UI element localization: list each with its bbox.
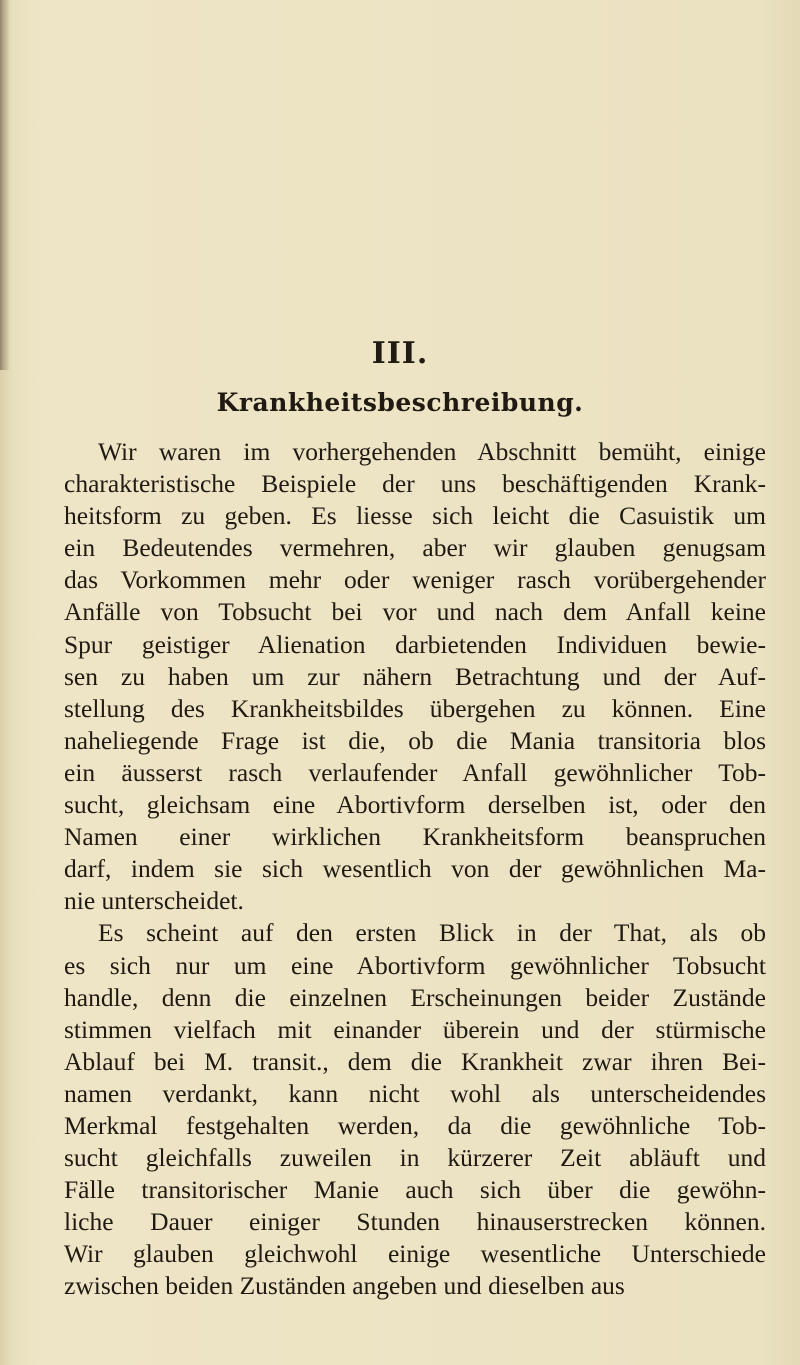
text-line: stimmen vielfach mit einander überein und der stürmische: [64, 1014, 766, 1044]
text-line: Merkmal festgehalten werden, da die gewöhnliche Tob-: [64, 1110, 766, 1140]
text-line: Wir glauben gleichwohl einige wesentliche Unterschiede: [64, 1239, 766, 1269]
text-line: zwischen beiden Zuständen angeben und dieselben aus: [64, 1271, 625, 1301]
text-line: stellung des Krankheitsbildes übergehen zu können. Eine: [64, 693, 766, 723]
text-line: handle, denn die einzelnen Erscheinungen beider Zustände: [64, 982, 766, 1012]
text-line: charakteristische Beispiele der uns beschäftigenden Krank-: [64, 469, 766, 499]
paragraph: [64, 436, 766, 917]
text-line: naheliegende Frage ist die, ob die Mania transitoria blos: [64, 725, 766, 755]
text-line: namen verdankt, kann nicht wohl als unterscheidendes: [64, 1078, 766, 1108]
body-text: [64, 436, 766, 1303]
text-line: Anfälle von Tobsucht bei vor und nach dem Anfall keine: [64, 597, 766, 627]
chapter-number: III.: [371, 336, 429, 371]
paragraph: [64, 917, 766, 1302]
text-line: heitsform zu geben. Es liesse sich leicht die Casuistik um: [64, 501, 766, 531]
text-line: liche Dauer einiger Stunden hinauserstrecken können.: [64, 1207, 766, 1237]
text-line: nie unterscheidet.: [64, 886, 244, 916]
chapter-title: Krankheitsbeschreibung.: [216, 388, 584, 417]
text-line: es sich nur um eine Abortivform gewöhnlicher Tobsucht: [64, 950, 766, 980]
text-line: Es scheint auf den ersten Blick in der That, als ob: [98, 918, 766, 948]
text-line: ein äusserst rasch verlaufender Anfall gewöhnlicher Tob-: [64, 757, 766, 787]
page-gutter-shadow: [0, 0, 10, 370]
text-line: Wir waren im vorhergehenden Abschnitt bemüht, einige: [98, 437, 766, 466]
text-line: sucht gleichfalls zuweilen in kürzerer Zeit abläuft und: [64, 1143, 766, 1173]
text-line: sen zu haben um zur nähern Betrachtung und der Auf-: [64, 661, 766, 691]
text-line: das Vorkommen mehr oder weniger rasch vorübergehender: [64, 565, 766, 595]
text-line: ein Bedeutendes vermehren, aber wir glauben genugsam: [64, 533, 766, 563]
text-line: Ablauf bei M. transit., dem die Krankheit zwar ihren Bei-: [64, 1046, 766, 1076]
text-line: Namen einer wirklichen Krankheitsform beanspruchen: [64, 822, 766, 852]
text-line: Fälle transitorischer Manie auch sich über die gewöhn-: [64, 1175, 766, 1205]
text-line: sucht, gleichsam eine Abortivform derselben ist, oder den: [64, 790, 766, 820]
text-line: darf, indem sie sich wesentlich von der gewöhnlichen Ma-: [64, 854, 766, 884]
text-line: Spur geistiger Alienation darbietenden Individuen bewie-: [64, 629, 766, 659]
